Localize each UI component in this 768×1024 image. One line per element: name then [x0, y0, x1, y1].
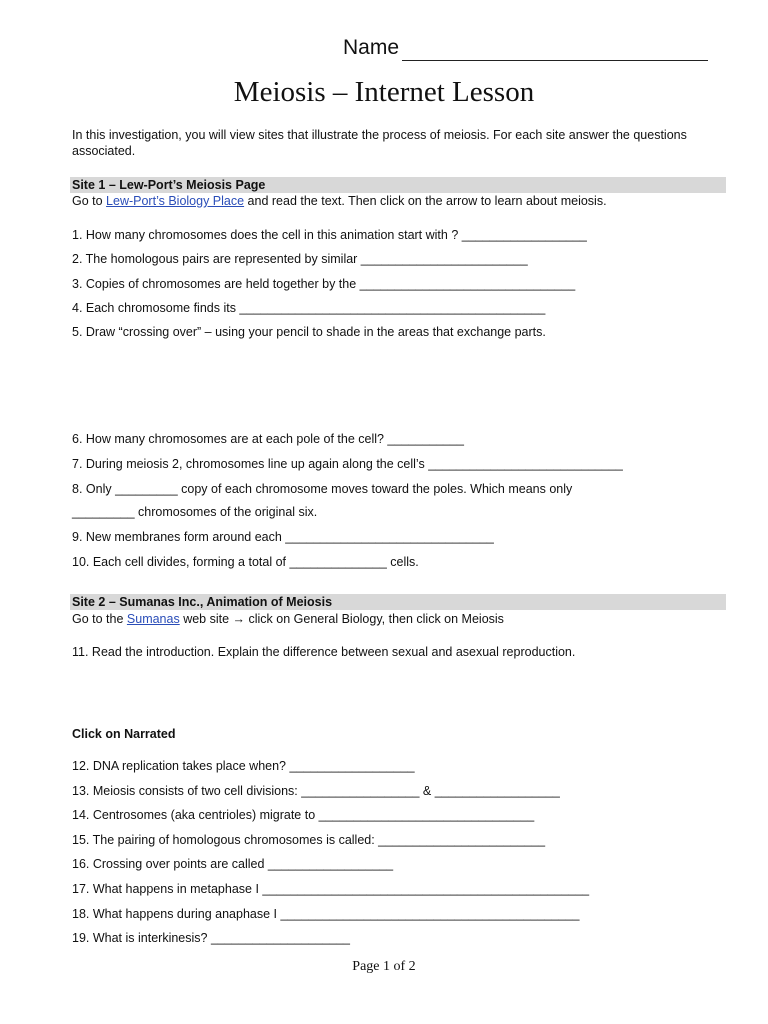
question-6: 6. How many chromosomes are at each pole of the cell? ___________ [72, 432, 464, 446]
site1-goto-suffix: and read the text. Then click on the arrow to learn about meiosis. [244, 194, 607, 208]
page-number: Page 1 of 2 [352, 959, 416, 974]
question-10: 10. Each cell divides, forming a total of ______________ cells. [72, 555, 419, 569]
question-7: 7. During meiosis 2, chromosomes line up again along the cell’s ____________________________ [72, 457, 623, 471]
name-blank-line [402, 60, 708, 61]
site1-heading: Site 1 – Lew-Port’s Meiosis Page [70, 177, 726, 193]
question-5: 5. Draw “crossing over” – using your pencil to shade in the areas that exchange parts. [72, 325, 546, 339]
intro-paragraph: In this investigation, you will view sites that illustrate the process of meiosis. For each site answer the questions associated. [72, 128, 687, 158]
question-14: 14. Centrosomes (aka centrioles) migrate to _______________________________ [72, 808, 535, 822]
question-17: 17. What happens in metaphase I _______________________________________________ [72, 882, 590, 896]
question-18: 18. What happens during anaphase I ___________________________________________ [72, 907, 580, 921]
lew-port-biology-place-link[interactable]: Lew-Port’s Biology Place [106, 194, 245, 208]
narrated-subheading: Click on Narrated [72, 727, 176, 741]
question-12: 12. DNA replication takes place when? __________________ [72, 759, 415, 773]
name-label: Name [343, 36, 400, 59]
question-3: 3. Copies of chromosomes are held together by the _______________________________ [72, 277, 576, 291]
question-1: 1. How many chromosomes does the cell in this animation start with ? __________________ [72, 228, 587, 242]
site2-goto-suffix: web site → click on General Biology, then click on Meiosis [179, 612, 504, 626]
sumanas-link[interactable]: Sumanas [126, 612, 180, 626]
site2-instruction [72, 611, 504, 627]
site1-instruction [72, 193, 607, 209]
question-16: 16. Crossing over points are called __________________ [72, 857, 394, 871]
question-11: 11. Read the introduction. Explain the difference between sexual and asexual reproduction. [72, 645, 576, 659]
question-15: 15. The pairing of homologous chromosomes is called: ________________________ [72, 833, 546, 847]
question-8: 8. Only _________ copy of each chromosome moves toward the poles. Which means only [72, 482, 573, 496]
question-19: 19. What is interkinesis? ____________________ [72, 931, 350, 945]
page-title: Meiosis – Internet Lesson [233, 76, 535, 108]
question-9: 9. New membranes form around each ______________________________ [72, 530, 494, 544]
question-2: 2. The homologous pairs are represented by similar ________________________ [72, 252, 528, 266]
question-13: 13. Meiosis consists of two cell divisions: _________________ & __________________ [72, 784, 560, 798]
site1-goto-prefix: Go to [72, 194, 107, 208]
site2-goto-prefix: Go to the [72, 612, 127, 626]
question-8-continued: _________ chromosomes of the original six. [72, 505, 318, 519]
question-4: 4. Each chromosome finds its ____________________________________________ [72, 301, 546, 315]
site2-heading: Site 2 – Sumanas Inc., Animation of Meiosis [70, 594, 726, 610]
